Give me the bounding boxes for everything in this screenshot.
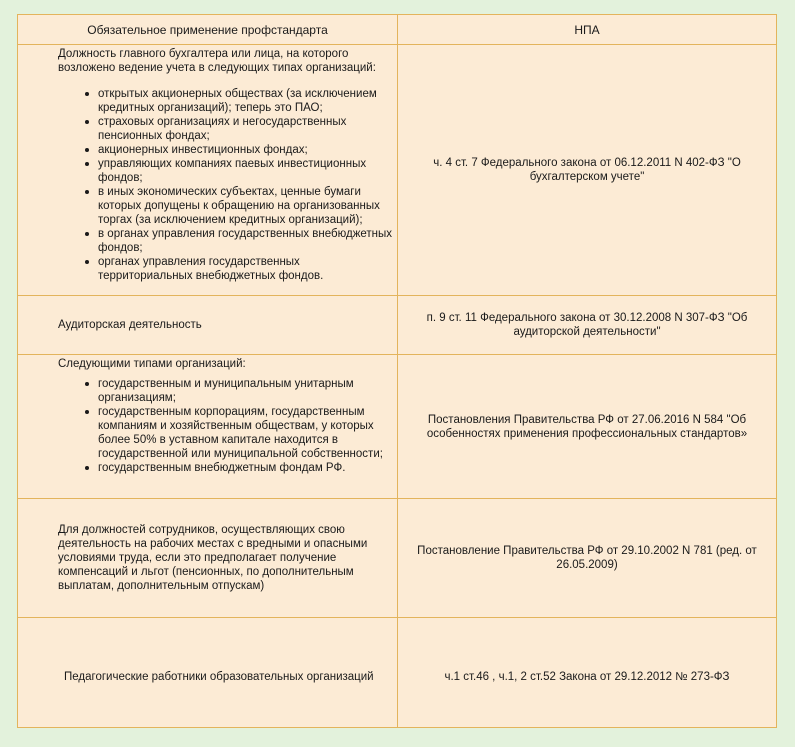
row-1-legal-act: ч. 4 ст. 7 Федерального закона от 06.12.2011 N 402-ФЗ "О бухгалтерском учете" — [398, 45, 777, 296]
row-4-requirement: Для должностей сотрудников, осуществляющих свою деятельность на рабочих местах с вредными и опасными условиями труда, если это предполагает получение компенсаций и льгот (пенсионных, по дополнительным выплатам, дополнительным отпускам) — [18, 499, 398, 618]
list-item: в иных экономических субъектах, ценные бумаги которых допущены к обращению на организованных торгах (за исключением кредитных организаций); — [98, 185, 393, 227]
list-item: государственным внебюджетным фондам РФ. — [98, 461, 393, 475]
list-item: в органах управления государственных внебюджетных фондов; — [98, 228, 393, 254]
table-row — [18, 355, 777, 499]
row-3-requirement — [18, 355, 398, 499]
standards-table — [17, 14, 777, 728]
row-1-requirement — [18, 45, 398, 296]
row-5-requirement: Педагогические работники образовательных организаций — [18, 618, 398, 728]
standards-table-wrapper — [17, 14, 776, 728]
list-item: страховых организациях и негосударственных пенсионных фондах; — [98, 115, 393, 143]
row-4-legal-act: Постановление Правительства РФ от 29.10.2002 N 781 (ред. от 26.05.2009) — [398, 499, 777, 618]
row-3-intro: Следующими типами организаций: — [58, 358, 246, 370]
row-3-organization-list — [58, 377, 393, 475]
table-row — [18, 296, 777, 355]
row-1-organization-list — [58, 87, 393, 283]
list-item: государственным корпорациям, государственным компаниям и хозяйственным обществам, у которых более 50% в уставном капитале находится в государственной или муниципальной собственности; — [98, 405, 393, 461]
row-1-intro: Должность главного бухгалтера или лица, на которого возложено ведение учета в следующих типах организаций: — [58, 48, 376, 74]
list-item: управляющих компаниях паевых инвестиционных фондов; — [98, 157, 393, 185]
list-item: органах управления государственных территориальных внебюджетных фондов. — [98, 255, 393, 283]
header-npa: НПА — [398, 15, 777, 45]
row-2-legal-act: п. 9 ст. 11 Федерального закона от 30.12.2008 N 307-ФЗ "Об аудиторской деятельности" — [398, 296, 777, 355]
row-2-requirement: Аудиторская деятельность — [18, 296, 398, 355]
table-header-row — [18, 15, 777, 45]
row-3-legal-act: Постановления Правительства РФ от 27.06.2016 N 584 "Об особенностях применения профессиональных стандартов» — [398, 355, 777, 499]
row-5-legal-act: ч.1 ст.46 , ч.1, 2 ст.52 Закона от 29.12.2012 № 273-ФЗ — [398, 618, 777, 728]
table-row — [18, 45, 777, 296]
table-row — [18, 499, 777, 618]
header-mandatory-application: Обязательное применение профстандарта — [18, 15, 398, 45]
list-item: государственным и муниципальным унитарным организациям; — [98, 377, 393, 405]
list-item: открытых акционерных обществах (за исключением кредитных организаций); теперь это ПАО; — [98, 87, 393, 115]
table-row — [18, 618, 777, 728]
list-item: акционерных инвестиционных фондах; — [98, 143, 393, 157]
